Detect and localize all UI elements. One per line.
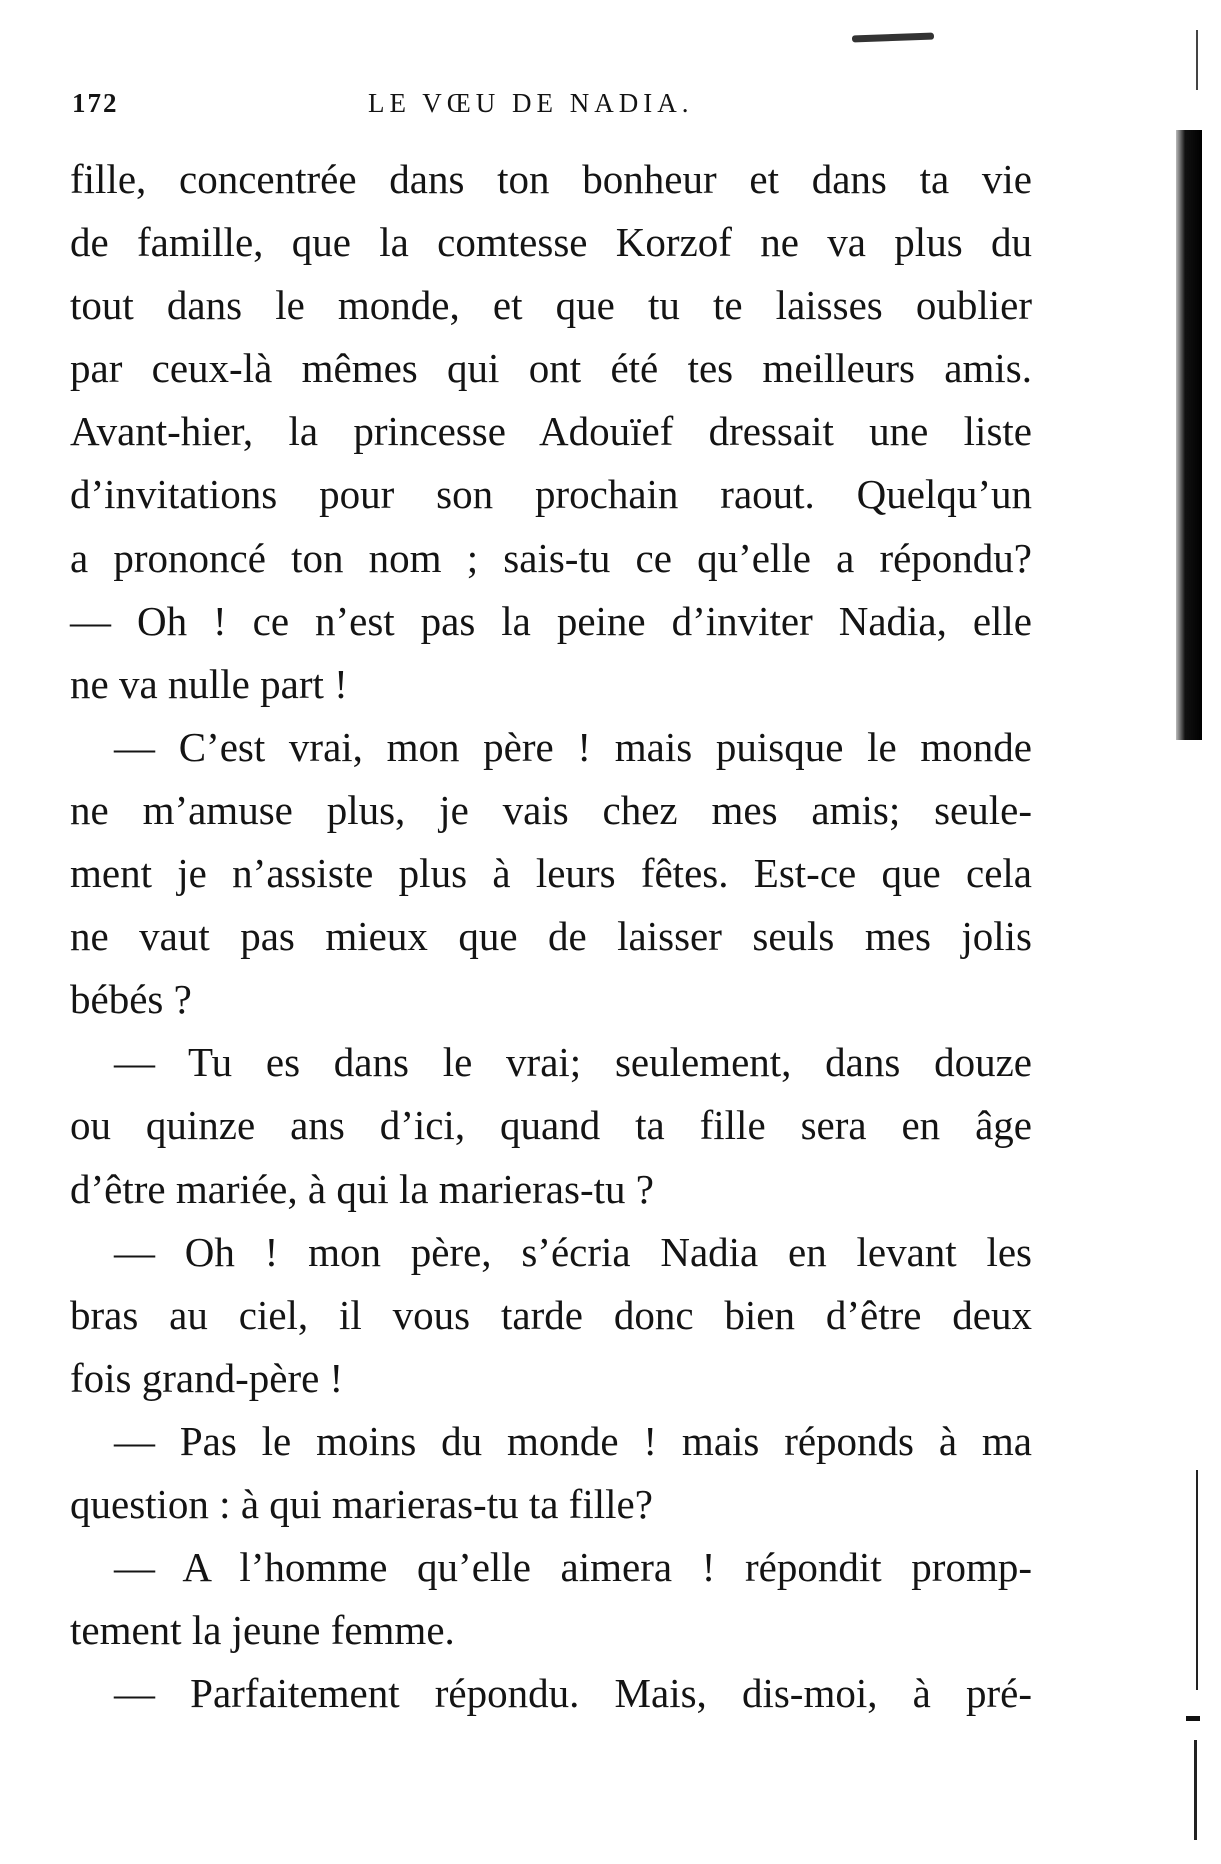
text-line: d’invitations pour son prochain raout. Quelqu’un xyxy=(70,471,1032,518)
text-line: — Pas le moins du monde ! mais réponds à ma xyxy=(114,1417,1032,1464)
text-line: Avant-hier, la princesse Adouïef dressait une liste xyxy=(70,408,1032,455)
running-title: LE VŒU DE NADIA. xyxy=(368,88,694,118)
text-line: bras au ciel, il vous tarde donc bien d’être deux xyxy=(70,1291,1032,1338)
text-line: par ceux-là mêmes qui ont été tes meilleurs amis. xyxy=(70,345,1032,392)
text-line: — Tu es dans le vrai; seulement, dans douze xyxy=(114,1039,1032,1086)
text-line: a prononcé ton nom ; sais-tu ce qu’elle a répondu? xyxy=(70,534,1032,581)
text-line: tement la jeune femme. xyxy=(70,1607,455,1654)
printing-smudge xyxy=(852,33,934,43)
page-number: 172 xyxy=(72,88,119,118)
page-edge-line xyxy=(1196,30,1198,90)
page-header xyxy=(72,88,1042,128)
text-line: ne m’amuse plus, je vais chez mes amis; seule- xyxy=(70,786,1032,833)
text-line: de famille, que la comtesse Korzof ne va plus du xyxy=(70,219,1032,266)
page-edge-shadow xyxy=(1176,130,1202,740)
text-line: ne va nulle part ! xyxy=(70,660,348,707)
text-line: question : à qui marieras-tu ta fille? xyxy=(70,1480,653,1527)
text-line: — Parfaitement répondu. Mais, dis-moi, à pré- xyxy=(114,1670,1032,1717)
text-line: tout dans le monde, et que tu te laisses oublier xyxy=(70,282,1032,329)
text-line: fille, concentrée dans ton bonheur et dans ta vie xyxy=(70,156,1032,202)
text-line: bébés ? xyxy=(70,976,192,1023)
text-line: ment je n’assiste plus à leurs fêtes. Est-ce que cela xyxy=(70,850,1032,897)
text-line: d’être mariée, à qui la marieras-tu ? xyxy=(70,1165,654,1212)
page-edge-notch xyxy=(1186,1716,1200,1721)
text-line: — Oh ! mon père, s’écria Nadia en levant les xyxy=(114,1228,1032,1275)
page-edge-line xyxy=(1194,1740,1197,1840)
text-line: ou quinze ans d’ici, quand ta fille sera en âge xyxy=(70,1102,1032,1149)
text-line: fois grand-père ! xyxy=(70,1354,344,1401)
text-line: — A l’homme qu’elle aimera ! répondit promp- xyxy=(114,1544,1032,1591)
page-edge-line xyxy=(1196,1470,1198,1690)
text-line: — Oh ! ce n’est pas la peine d’inviter Nadia, elle xyxy=(70,597,1032,644)
text-line: ne vaut pas mieux que de laisser seuls mes jolis xyxy=(70,913,1032,960)
text-line: — C’est vrai, mon père ! mais puisque le monde xyxy=(114,723,1032,770)
body-text xyxy=(70,148,1032,1725)
